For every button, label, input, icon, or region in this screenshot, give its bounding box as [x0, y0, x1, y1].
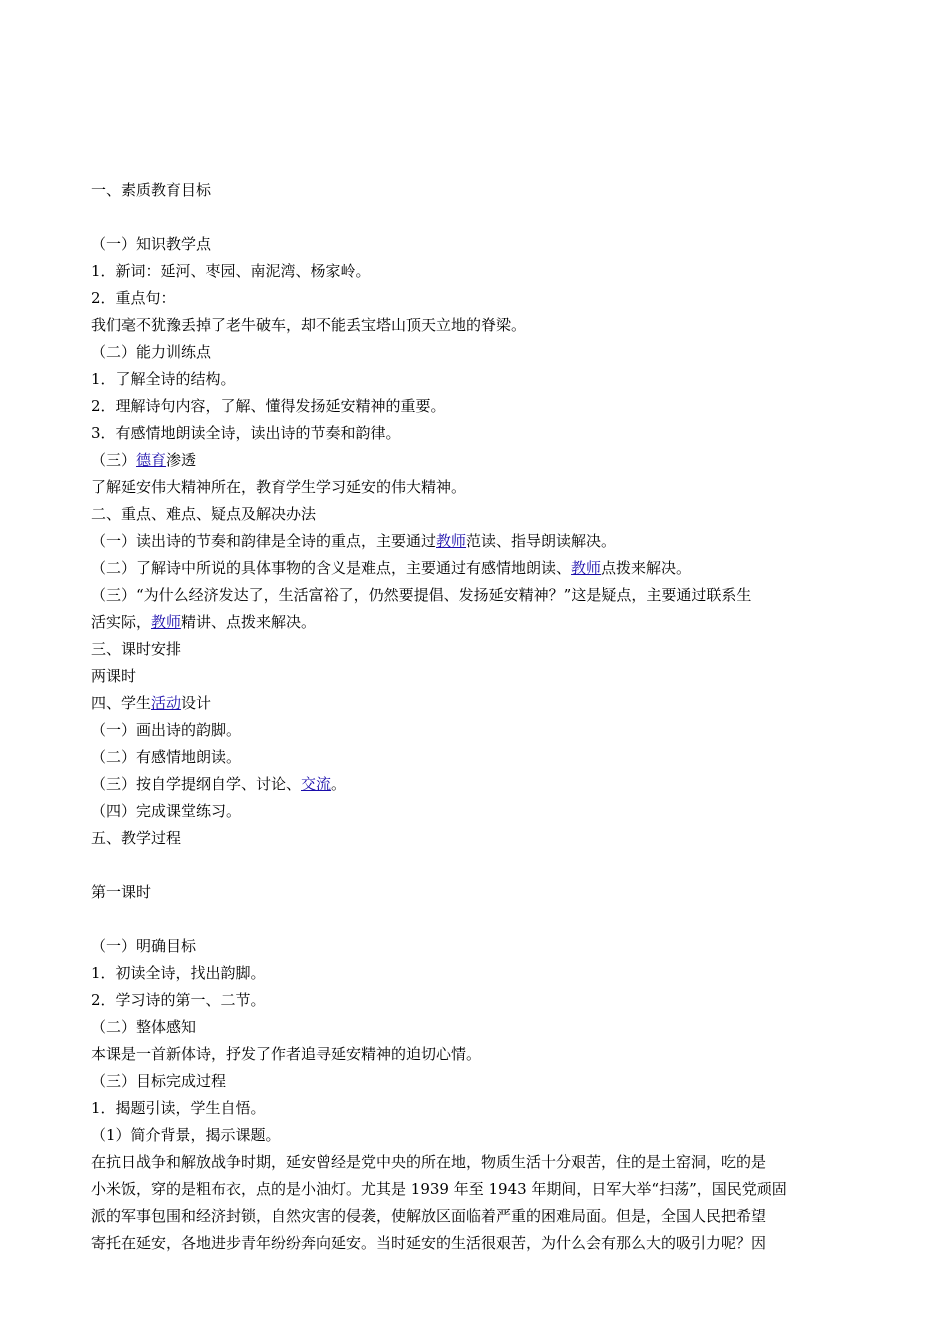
- keyword-link[interactable]: 活动: [151, 694, 182, 712]
- text-segment: 渗透: [166, 451, 197, 469]
- text-line: 第一课时: [91, 883, 152, 901]
- text-segment: （二）了解诗中所说的具体事物的含义是难点，主要通过有感情地朗读、: [91, 559, 572, 577]
- text-line: （一）知识教学点: [91, 235, 212, 253]
- text-line: （1）简介背景，揭示课题。: [91, 1126, 281, 1144]
- text-line: 派的军事包围和经济封锁，自然灾害的侵袭，使解放区面临着严重的困难局面。但是，全国人民把希望: [91, 1207, 767, 1225]
- text-line: （二）有感情地朗读。: [91, 748, 242, 766]
- text-line: [91, 555, 861, 582]
- text-line: 1．了解全诗的结构。: [91, 370, 236, 388]
- text-segment: （一）读出诗的节奏和韵律是全诗的重点，主要通过: [91, 532, 437, 550]
- text-line: 二、重点、难点、疑点及解决办法: [91, 505, 317, 523]
- text-line: （三）“为什么经济发达了，生活富裕了，仍然要提倡、发扬延安精神？”这是疑点，主要通过联系生: [91, 586, 752, 604]
- text-line: （一）明确目标: [91, 937, 197, 955]
- text-line: [91, 528, 861, 555]
- text-segment: 设计: [181, 694, 212, 712]
- text-line: 两课时: [91, 667, 137, 685]
- text-segment: 范读、指导朗读解决。: [466, 532, 617, 550]
- text-line: （二）整体感知: [91, 1018, 197, 1036]
- text-line: [91, 690, 861, 717]
- keyword-link[interactable]: 交流: [301, 775, 332, 793]
- text-line: [91, 771, 861, 798]
- text-segment: 精讲、点拨来解决。: [181, 613, 317, 631]
- text-line: 我们毫不犹豫丢掉了老牛破车，却不能丢宝塔山顶天立地的脊梁。: [91, 316, 527, 334]
- text-line: 2．理解诗句内容，了解、懂得发扬延安精神的重要。: [91, 397, 446, 415]
- keyword-link[interactable]: 教师: [571, 559, 602, 577]
- text-line: 一、素质教育目标: [91, 181, 212, 199]
- text-line: （一）画出诗的韵脚。: [91, 721, 242, 739]
- text-segment: 活实际，: [91, 613, 152, 631]
- text-line: 1．揭题引读，学生自悟。: [91, 1099, 266, 1117]
- text-line: 2．学习诗的第一、二节。: [91, 991, 266, 1009]
- text-line: [91, 609, 861, 636]
- text-line: 2．重点句：: [91, 289, 176, 307]
- text-line: 寄托在延安，各地进步青年纷纷奔向延安。当时延安的生活很艰苦，为什么会有那么大的吸引力呢？因: [91, 1234, 767, 1252]
- keyword-link[interactable]: 德育: [136, 451, 167, 469]
- text-line: 在抗日战争和解放战争时期，延安曾经是党中央的所在地，物质生活十分艰苦，住的是土窑洞，吃的是: [91, 1153, 767, 1171]
- text-line: 本课是一首新体诗，抒发了作者追寻延安精神的迫切心情。: [91, 1045, 482, 1063]
- text-line: （三）目标完成过程: [91, 1072, 227, 1090]
- text-segment: 点拨来解决。: [601, 559, 692, 577]
- text-line: 了解延安伟大精神所在，教育学生学习延安的伟大精神。: [91, 478, 467, 496]
- text-line: 小米饭，穿的是粗布衣，点的是小油灯。尤其是 1939 年至 1943 年期间，日军大举“扫荡”，国民党顽固: [91, 1180, 787, 1198]
- text-segment: （三）: [91, 451, 137, 469]
- document-body: [91, 177, 861, 1257]
- keyword-link[interactable]: 教师: [436, 532, 467, 550]
- text-line: 1．新词：延河、枣园、南泥湾、杨家岭。: [91, 262, 371, 280]
- text-line: （二）能力训练点: [91, 343, 212, 361]
- text-line: 3．有感情地朗读全诗，读出诗的节奏和韵律。: [91, 424, 401, 442]
- text-line: 三、课时安排: [91, 640, 182, 658]
- text-line: 五、教学过程: [91, 829, 182, 847]
- text-segment: 。: [331, 775, 347, 793]
- keyword-link[interactable]: 教师: [151, 613, 182, 631]
- text-segment: （三）按自学提纲自学、讨论、: [91, 775, 302, 793]
- text-line: [91, 447, 861, 474]
- text-line: 1．初读全诗，找出韵脚。: [91, 964, 266, 982]
- text-line: （四）完成课堂练习。: [91, 802, 242, 820]
- text-segment: 四、学生: [91, 694, 152, 712]
